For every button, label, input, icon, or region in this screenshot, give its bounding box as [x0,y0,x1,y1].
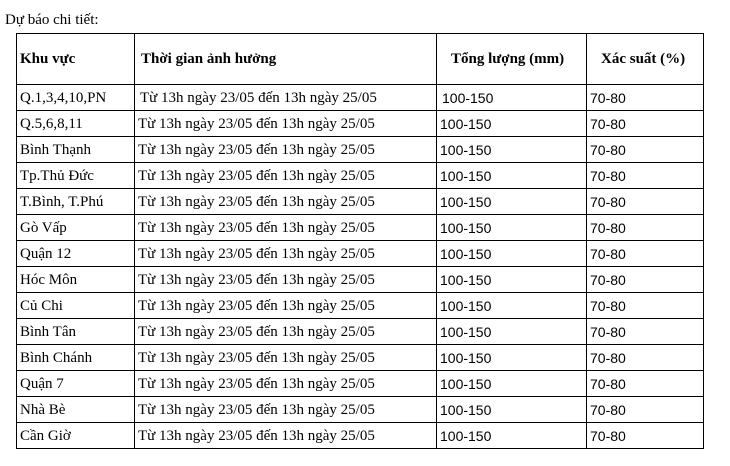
cell-area: Bình Tân [17,319,135,345]
table-row [17,111,704,137]
cell-probability: 70-80 [587,371,704,397]
cell-amount: 100-150 [437,397,587,423]
header-time: Thời gian ảnh hưởng [135,34,437,85]
table-row [17,319,704,345]
table-row [17,423,704,449]
cell-time: Từ 13h ngày 23/05 đến 13h ngày 25/05 [135,137,437,163]
cell-time: Từ 13h ngày 23/05 đến 13h ngày 25/05 [135,423,437,449]
cell-amount: 100-150 [437,241,587,267]
cell-probability: 70-80 [587,111,704,137]
cell-time: Từ 13h ngày 23/05 đến 13h ngày 25/05 [135,85,437,111]
cell-probability: 70-80 [587,267,704,293]
cell-area: Tp.Thủ Đức [17,163,135,189]
cell-time: Từ 13h ngày 23/05 đến 13h ngày 25/05 [135,319,437,345]
cell-amount: 100-150 [437,189,587,215]
cell-amount: 100-150 [437,137,587,163]
cell-time: Từ 13h ngày 23/05 đến 13h ngày 25/05 [135,111,437,137]
cell-area: Quận 12 [17,241,135,267]
cell-area: Q.1,3,4,10,PN [17,85,135,111]
cell-amount: 100-150 [437,267,587,293]
cell-amount: 100-150 [437,371,587,397]
cell-area: Cần Giờ [17,423,135,449]
table-row [17,267,704,293]
cell-probability: 70-80 [587,85,704,111]
table-row [17,371,704,397]
cell-time: Từ 13h ngày 23/05 đến 13h ngày 25/05 [135,371,437,397]
cell-time: Từ 13h ngày 23/05 đến 13h ngày 25/05 [135,189,437,215]
table-row [17,85,704,111]
table-row [17,397,704,423]
cell-area: T.Bình, T.Phú [17,189,135,215]
table-row [17,293,704,319]
cell-time: Từ 13h ngày 23/05 đến 13h ngày 25/05 [135,293,437,319]
cell-area: Củ Chi [17,293,135,319]
cell-probability: 70-80 [587,293,704,319]
forecast-caption: Dự báo chi tiết: [5,12,99,28]
table-row [17,215,704,241]
cell-time: Từ 13h ngày 23/05 đến 13h ngày 25/05 [135,345,437,371]
table-row [17,137,704,163]
cell-area: Gò Vấp [17,215,135,241]
cell-time: Từ 13h ngày 23/05 đến 13h ngày 25/05 [135,215,437,241]
header-probability: Xác suất (%) [587,34,704,85]
table-header-row [17,34,704,85]
cell-time: Từ 13h ngày 23/05 đến 13h ngày 25/05 [135,267,437,293]
cell-time: Từ 13h ngày 23/05 đến 13h ngày 25/05 [135,241,437,267]
table-row [17,163,704,189]
cell-amount: 100-150 [437,111,587,137]
cell-probability: 70-80 [587,345,704,371]
cell-time: Từ 13h ngày 23/05 đến 13h ngày 25/05 [135,163,437,189]
table-body [17,85,704,449]
cell-probability: 70-80 [587,189,704,215]
cell-amount: 100-150 [437,85,587,111]
cell-probability: 70-80 [587,319,704,345]
cell-area: Hóc Môn [17,267,135,293]
table-row [17,345,704,371]
cell-probability: 70-80 [587,163,704,189]
header-amount: Tổng lượng (mm) [437,34,587,85]
cell-probability: 70-80 [587,215,704,241]
cell-amount: 100-150 [437,345,587,371]
cell-probability: 70-80 [587,423,704,449]
forecast-table [16,33,704,449]
table-row [17,189,704,215]
header-area: Khu vực [17,34,135,85]
cell-area: Nhà Bè [17,397,135,423]
cell-probability: 70-80 [587,397,704,423]
cell-area: Q.5,6,8,11 [17,111,135,137]
cell-time: Từ 13h ngày 23/05 đến 13h ngày 25/05 [135,397,437,423]
cell-amount: 100-150 [437,319,587,345]
cell-amount: 100-150 [437,215,587,241]
table-row [17,241,704,267]
cell-area: Quận 7 [17,371,135,397]
cell-amount: 100-150 [437,423,587,449]
cell-probability: 70-80 [587,137,704,163]
cell-area: Bình Chánh [17,345,135,371]
cell-amount: 100-150 [437,163,587,189]
cell-probability: 70-80 [587,241,704,267]
cell-area: Bình Thạnh [17,137,135,163]
cell-amount: 100-150 [437,293,587,319]
